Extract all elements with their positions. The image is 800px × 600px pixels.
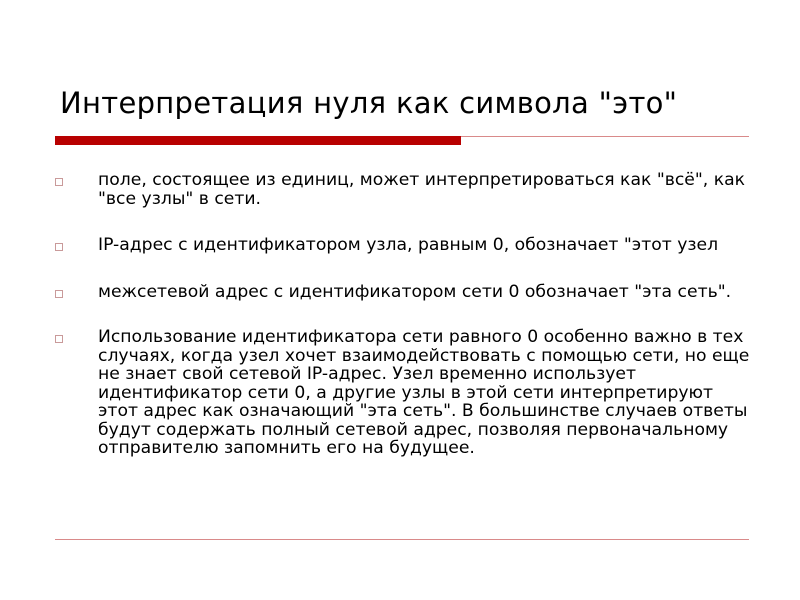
bullet-item bbox=[55, 283, 755, 302]
bullet-item bbox=[55, 171, 755, 208]
square-outline-icon bbox=[55, 243, 63, 251]
bullet-item bbox=[55, 328, 755, 458]
slide-title: Интерпретация нуля как символа "это" bbox=[60, 86, 678, 120]
bullet-list bbox=[55, 171, 755, 458]
title-accent-bar bbox=[55, 136, 461, 145]
square-outline-icon bbox=[55, 178, 63, 186]
bullet-text: Использование идентификатора сети равного 0 особенно важно в тех случаях, когда узел хочет взаимодействовать с помощью сети, но еще не знает свой сетевой IP-адрес. Узел временно использует идентификатор сети 0, а другие узлы в этой сети интерпретируют этот адрес как означающий "эта сеть". В большинстве случаев ответы будут содержать полный сетевой адрес, позволяя первоначальному отправителю запомнить его на будущее. bbox=[98, 327, 750, 458]
bullet-item bbox=[55, 236, 755, 255]
square-outline-icon bbox=[55, 335, 63, 343]
footer-divider bbox=[55, 539, 749, 540]
square-outline-icon bbox=[55, 290, 63, 298]
bullet-text: межсетевой адрес с идентификатором сети 0 обозначает "эта сеть". bbox=[98, 281, 732, 302]
bullet-text: поле, состоящее из единиц, может интерпретироваться как "всё", как "все узлы" в сети. bbox=[98, 170, 746, 209]
bullet-text: IP-адрес с идентификатором узла, равным 0, обозначает "этот узел bbox=[98, 235, 719, 255]
